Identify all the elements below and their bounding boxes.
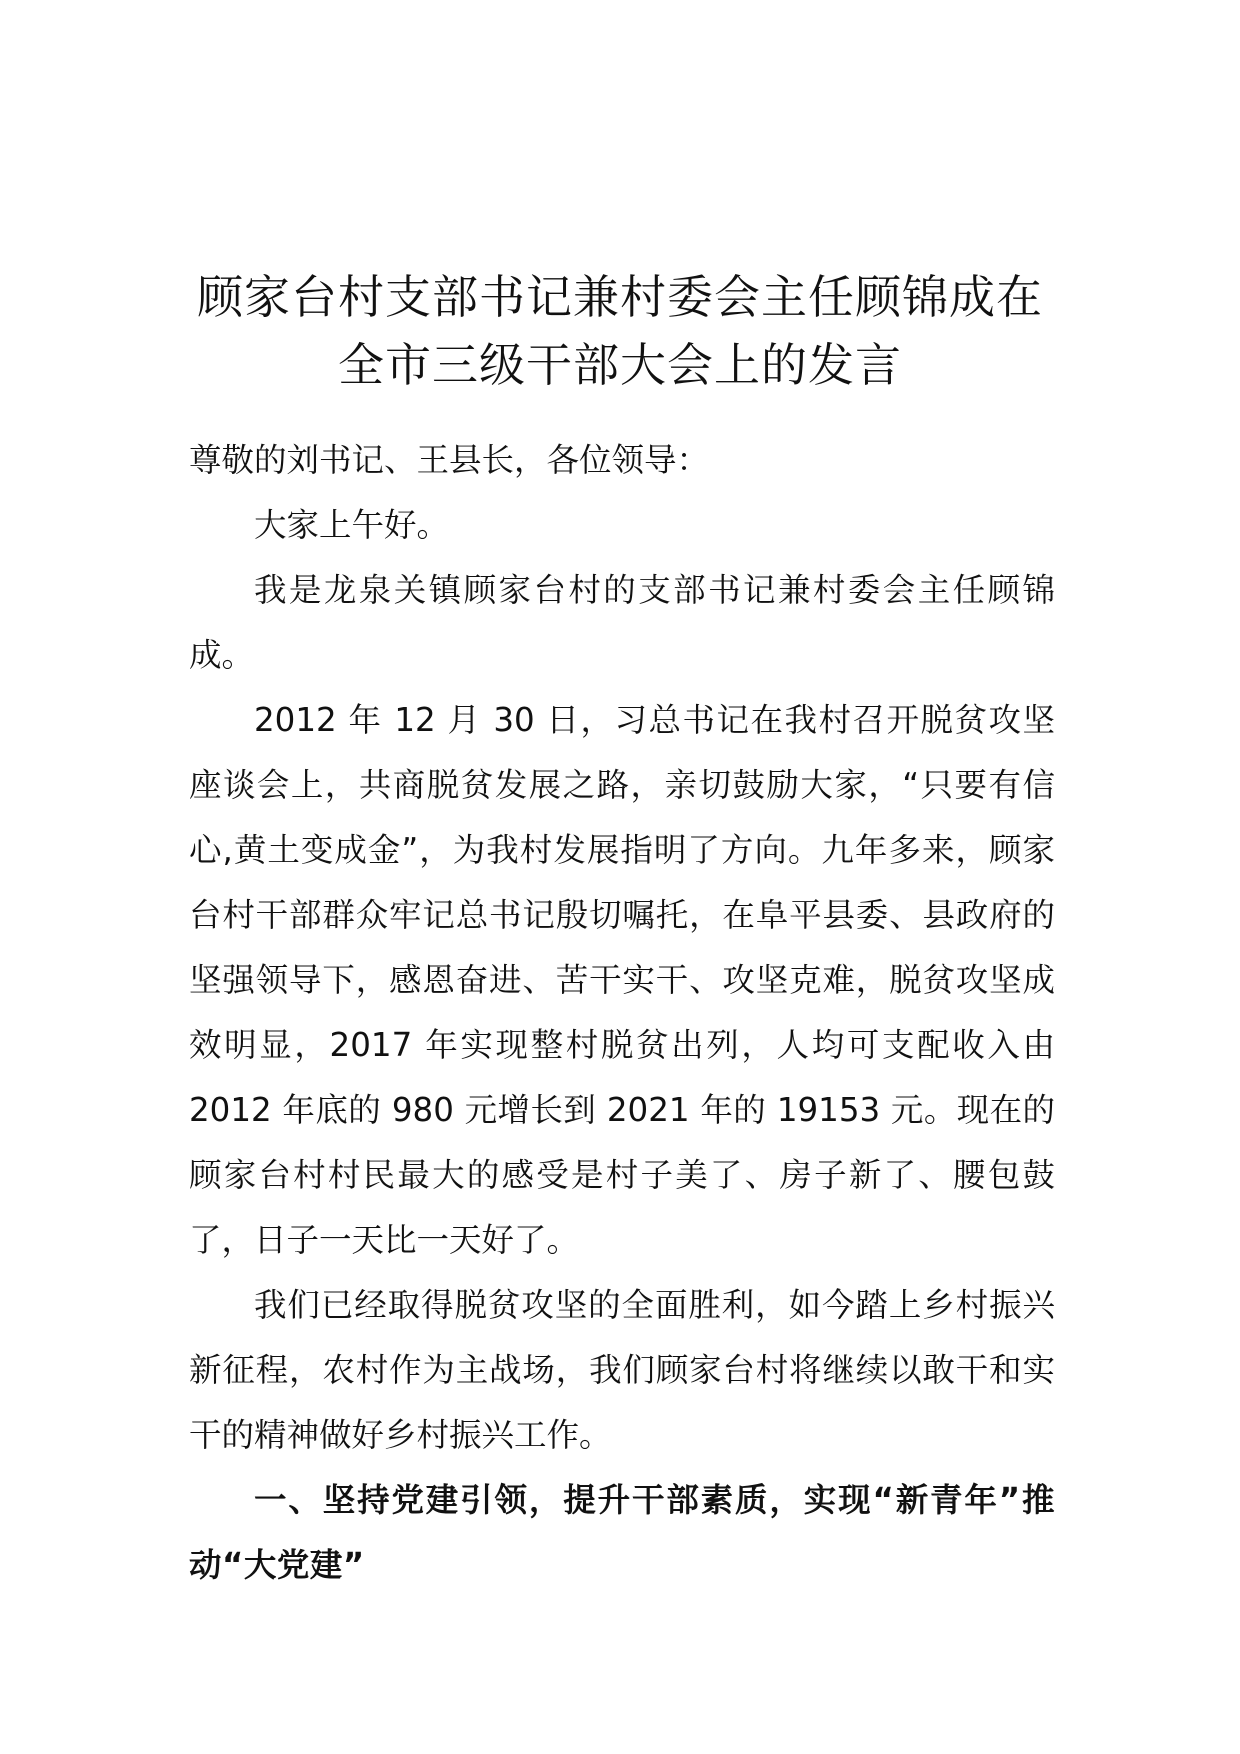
paragraph-rural-revitalization: 我们已经取得脱贫攻坚的全面胜利，如今踏上乡村振兴新征程，农村作为主战场，我们顾家台村将继续以敢干和实干的精神做好乡村振兴工作。	[189, 1286, 1055, 1454]
document-title	[150, 263, 1090, 399]
title-line-2: 全市三级干部大会上的发言	[338, 337, 902, 392]
salutation: 尊敬的刘书记、王县长，各位领导：	[189, 441, 710, 479]
paragraph-greeting: 大家上午好。	[254, 506, 450, 544]
section-heading: 一、坚持党建引领，提升干部素质，实现“新青年”推动“大党建”	[189, 1481, 1055, 1584]
title-line-1: 顾家台村支部书记兼村委会主任顾锦成在	[197, 269, 1043, 324]
document-body	[189, 428, 1055, 1598]
paragraph-introduction: 我是龙泉关镇顾家台村的支部书记兼村委会主任顾锦成。	[189, 571, 1055, 674]
paragraph-history: 2012 年 12 月 30 日，习总书记在我村召开脱贫攻坚座谈会上，共商脱贫发展之路，亲切鼓励大家，“只要有信心,黄土变成金”，为我村发展指明了方向。九年多来，顾家台村干部群众牢记总书记殷切嘱托，在阜平县委、县政府的坚强领导下，感恩奋进、苦干实干、攻坚克难，脱贫攻坚成效明显，2017 年实现整村脱贫出列，人均可支配收入由 2012 年底的 980 元增长到 2021 年的 19153 元。现在的顾家台村村民最大的感受是村子美了、房子新了、腰包鼓了，日子一天比一天好了。	[189, 701, 1055, 1259]
